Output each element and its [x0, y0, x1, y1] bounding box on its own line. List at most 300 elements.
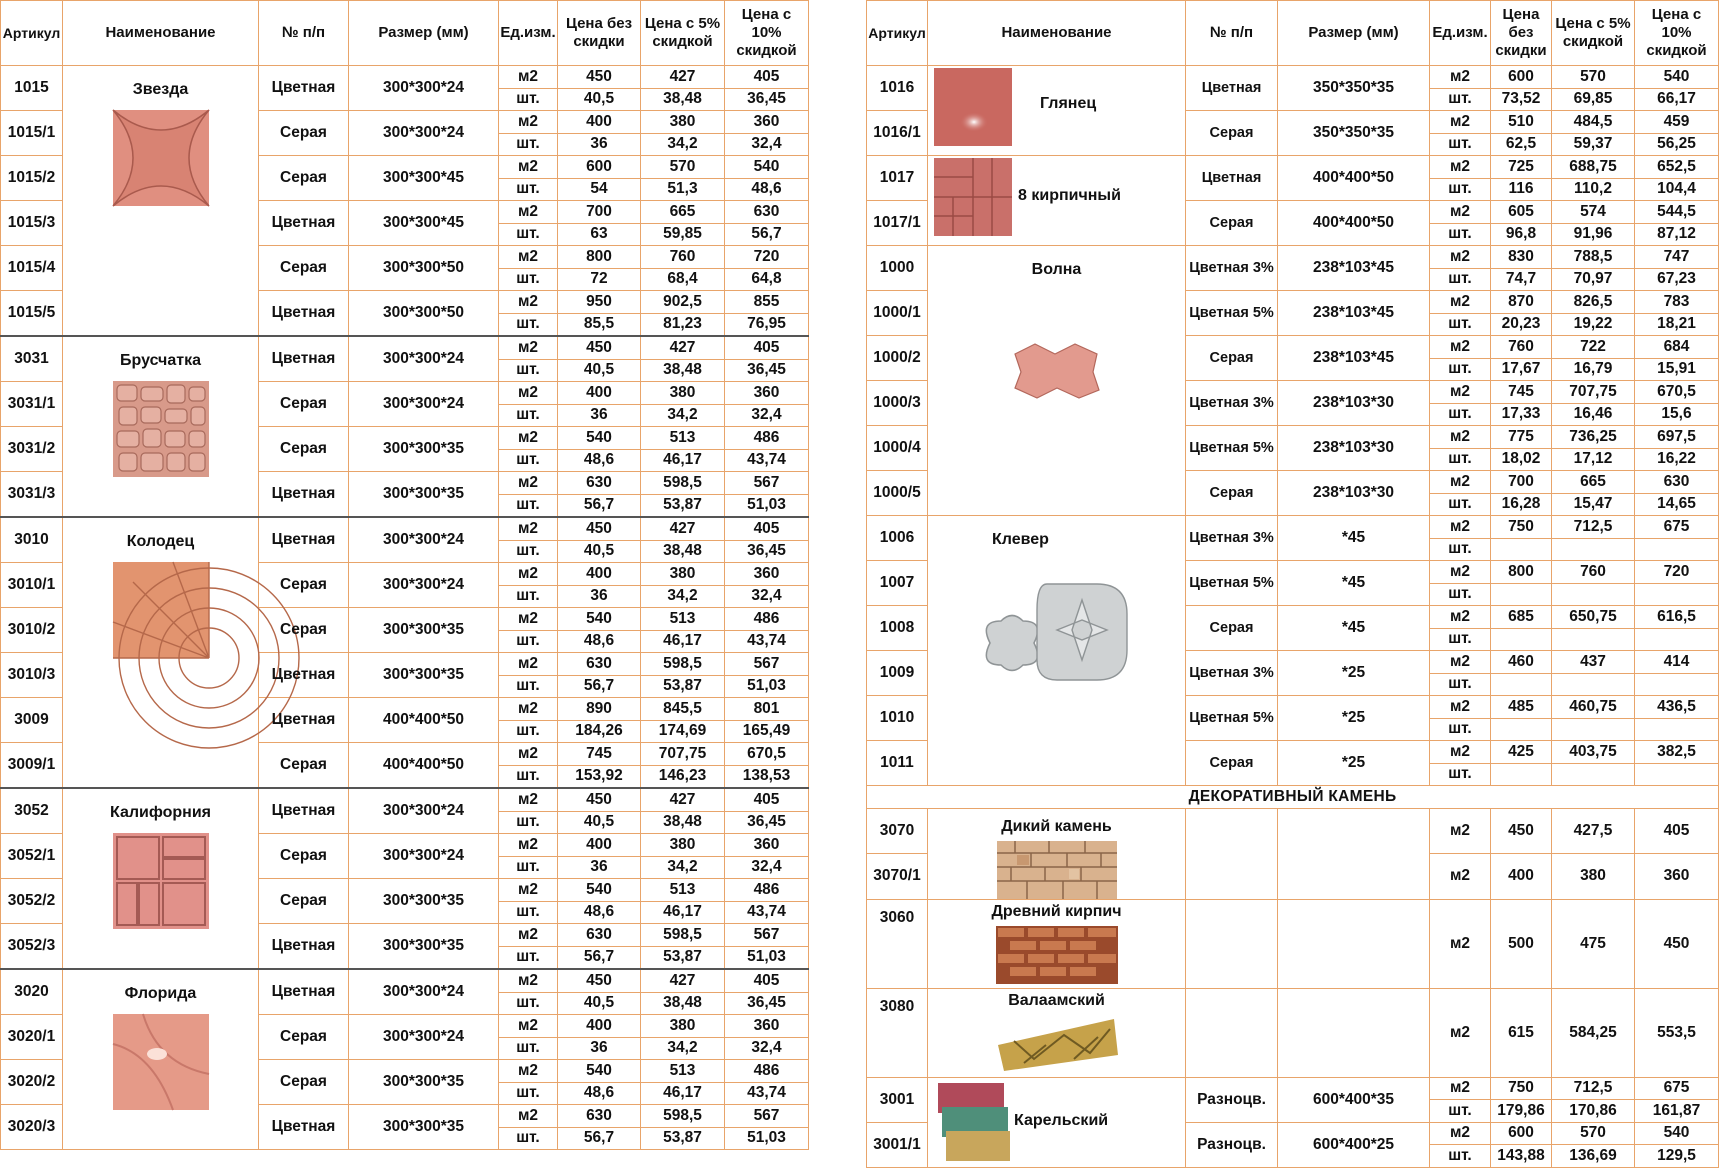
unit-cell: шт. — [499, 268, 558, 291]
size-cell: 300*300*24 — [349, 969, 499, 1015]
price0-cell — [1491, 718, 1552, 741]
price10-cell — [1635, 628, 1719, 651]
price5-cell — [1552, 673, 1635, 696]
price10-cell: 138,53 — [725, 765, 809, 788]
product-cell — [928, 246, 1186, 516]
size-cell: 238*103*45 — [1278, 291, 1430, 336]
price10-cell: 540 — [1635, 66, 1719, 89]
price10-cell: 43,74 — [725, 449, 809, 472]
sku-cell: 1016 — [867, 66, 928, 111]
price5-cell: 902,5 — [641, 291, 725, 314]
unit-cell: шт. — [499, 1037, 558, 1060]
size-cell: 300*300*24 — [349, 563, 499, 608]
color-cell: Серая — [259, 743, 349, 789]
price5-cell: 427 — [641, 66, 725, 89]
color-cell: Цветная 5% — [1186, 426, 1278, 471]
price0-cell: 36 — [558, 856, 641, 879]
table-row — [1, 66, 809, 89]
price0-cell: 48,6 — [558, 901, 641, 924]
sku-cell: 3009/1 — [1, 743, 63, 789]
unit-cell: м2 — [499, 1015, 558, 1038]
price5-cell: 34,2 — [641, 133, 725, 156]
price10-cell: 64,8 — [725, 268, 809, 291]
price0-cell: 870 — [1491, 291, 1552, 314]
price0-cell: 615 — [1491, 988, 1552, 1077]
sku-cell: 3031/1 — [1, 382, 63, 427]
price5-cell: 427 — [641, 517, 725, 540]
price5-cell: 598,5 — [641, 924, 725, 947]
sku-cell: 1015/2 — [1, 156, 63, 201]
price5-cell: 475 — [1552, 899, 1635, 988]
sku-cell: 1016/1 — [867, 111, 928, 156]
price5-cell: 707,75 — [1552, 381, 1635, 404]
price0-cell: 775 — [1491, 426, 1552, 449]
unit-cell: шт. — [1430, 493, 1491, 516]
unit-cell: м2 — [1430, 988, 1491, 1077]
header-size: Размер (мм) — [349, 1, 499, 66]
price0-cell: 450 — [558, 517, 641, 540]
price10-cell: 459 — [1635, 111, 1719, 134]
price10-cell: 783 — [1635, 291, 1719, 314]
unit-cell: м2 — [499, 788, 558, 811]
unit-cell: м2 — [1430, 516, 1491, 539]
color-cell: Цветная 3% — [1186, 651, 1278, 696]
size-cell: 300*300*24 — [349, 66, 499, 111]
sku-cell: 1000 — [867, 246, 928, 291]
unit-cell: м2 — [499, 1105, 558, 1128]
size-cell: 300*300*45 — [349, 201, 499, 246]
price0-cell: 600 — [558, 156, 641, 179]
price10-cell: 14,65 — [1635, 493, 1719, 516]
price5-cell: 34,2 — [641, 856, 725, 879]
price0-cell: 750 — [1491, 516, 1552, 539]
price0-cell: 700 — [558, 201, 641, 224]
price0-cell — [1491, 583, 1552, 606]
unit-cell: шт. — [499, 404, 558, 427]
color-cell: Серая — [1186, 606, 1278, 651]
price10-cell: 51,03 — [725, 675, 809, 698]
color-cell: Цветная 3% — [1186, 516, 1278, 561]
unit-cell: шт. — [1430, 628, 1491, 651]
price5-cell: 146,23 — [641, 765, 725, 788]
color-cell: Цветная — [259, 517, 349, 563]
size-cell: 300*300*35 — [349, 427, 499, 472]
unit-cell: м2 — [1430, 1077, 1491, 1100]
table-row — [867, 156, 1719, 179]
price0-cell: 179,86 — [1491, 1100, 1552, 1123]
price10-cell: 405 — [725, 788, 809, 811]
sku-cell: 3052/3 — [1, 924, 63, 970]
header-row — [867, 1, 1719, 66]
unit-cell: м2 — [499, 698, 558, 721]
price0-cell: 760 — [1491, 336, 1552, 359]
price10-cell: 36,45 — [725, 359, 809, 382]
sku-cell: 1000/3 — [867, 381, 928, 426]
color-cell: Цветная — [259, 336, 349, 382]
sku-cell: 3052/2 — [1, 879, 63, 924]
unit-cell: шт. — [499, 494, 558, 517]
size-cell: 300*300*45 — [349, 156, 499, 201]
unit-cell: м2 — [499, 66, 558, 89]
table-row — [867, 516, 1719, 539]
color-cell: Серая — [1186, 111, 1278, 156]
unit-cell: м2 — [1430, 156, 1491, 179]
price0-cell: 600 — [1491, 1122, 1552, 1145]
unit-cell: м2 — [1430, 291, 1491, 314]
color-cell: Серая — [1186, 201, 1278, 246]
unit-cell: шт. — [499, 856, 558, 879]
color-cell: Серая — [259, 834, 349, 879]
price0-cell: 460 — [1491, 651, 1552, 674]
price10-cell: 553,5 — [1635, 988, 1719, 1077]
price5-cell: 380 — [641, 111, 725, 134]
price10-cell: 405 — [725, 336, 809, 359]
size-cell: 300*300*35 — [349, 472, 499, 518]
price10-cell — [1635, 673, 1719, 696]
unit-cell: шт. — [499, 449, 558, 472]
color-cell: Серая — [259, 879, 349, 924]
price10-cell: 405 — [725, 517, 809, 540]
price10-cell: 697,5 — [1635, 426, 1719, 449]
size-cell: 300*300*35 — [349, 1060, 499, 1105]
florida-tile-image — [113, 1014, 209, 1110]
price10-cell: 405 — [725, 66, 809, 89]
size-cell: 300*300*24 — [349, 1015, 499, 1060]
unit-cell: м2 — [1430, 741, 1491, 764]
size-cell: 300*300*24 — [349, 382, 499, 427]
size-cell: *25 — [1278, 651, 1430, 696]
unit-cell: м2 — [499, 472, 558, 495]
price5-cell: 380 — [1552, 854, 1635, 900]
unit-cell: м2 — [499, 834, 558, 857]
header-price5: Цена с 5% скидкой — [1552, 1, 1635, 66]
price5-cell: 826,5 — [1552, 291, 1635, 314]
sku-cell: 1017 — [867, 156, 928, 201]
number-cell: Разноцв. — [1186, 1122, 1278, 1167]
sku-cell: 1000/2 — [867, 336, 928, 381]
product-cell — [928, 899, 1186, 988]
price10-cell: 486 — [725, 879, 809, 902]
price0-cell: 36 — [558, 585, 641, 608]
price0-cell: 40,5 — [558, 992, 641, 1015]
color-cell: Серая — [259, 608, 349, 653]
product-cell — [63, 517, 259, 788]
unit-cell: шт. — [499, 765, 558, 788]
price5-cell: 712,5 — [1552, 1077, 1635, 1100]
color-cell: Серая — [259, 111, 349, 156]
price5-cell: 584,25 — [1552, 988, 1635, 1077]
price0-cell: 16,28 — [1491, 493, 1552, 516]
price5-cell: 460,75 — [1552, 696, 1635, 719]
color-cell: Цветная — [259, 472, 349, 518]
header-article: Артикул — [1, 1, 63, 66]
price-table-left — [0, 0, 809, 1150]
price10-cell: 360 — [725, 834, 809, 857]
product-cell — [63, 336, 259, 517]
header-number: № п/п — [259, 1, 349, 66]
price0-cell: 184,26 — [558, 720, 641, 743]
price10-cell: 16,22 — [1635, 448, 1719, 471]
cobblestone-tile-image — [113, 381, 209, 477]
sku-cell: 1011 — [867, 741, 928, 786]
size-cell: 300*300*24 — [349, 834, 499, 879]
sku-cell: 1017/1 — [867, 201, 928, 246]
price5-cell: 574 — [1552, 201, 1635, 224]
size-cell: 238*103*30 — [1278, 426, 1430, 471]
size-cell: 238*103*45 — [1278, 336, 1430, 381]
price0-cell: 400 — [558, 111, 641, 134]
color-cell: Цветная — [259, 788, 349, 834]
price10-cell: 486 — [725, 608, 809, 631]
unit-cell: м2 — [1430, 1122, 1491, 1145]
unit-cell: м2 — [1430, 854, 1491, 900]
price0-cell: 725 — [1491, 156, 1552, 179]
table-row — [867, 66, 1719, 89]
table-row — [867, 808, 1719, 854]
sku-cell: 1000/5 — [867, 471, 928, 516]
price10-cell: 801 — [725, 698, 809, 721]
unit-cell: шт. — [499, 946, 558, 969]
sku-cell: 3070/1 — [867, 854, 928, 900]
unit-cell: шт. — [1430, 403, 1491, 426]
price0-cell: 540 — [558, 1060, 641, 1083]
size-cell: 300*300*35 — [349, 653, 499, 698]
price10-cell: 630 — [725, 201, 809, 224]
color-cell: Серая — [259, 563, 349, 608]
price5-cell: 174,69 — [641, 720, 725, 743]
unit-cell: м2 — [1430, 471, 1491, 494]
price0-cell: 630 — [558, 1105, 641, 1128]
price5-cell: 427 — [641, 969, 725, 992]
unit-cell: шт. — [1430, 718, 1491, 741]
price10-cell: 720 — [1635, 561, 1719, 584]
price10-cell: 544,5 — [1635, 201, 1719, 224]
unit-cell: м2 — [1430, 808, 1491, 854]
color-cell: Цветная — [259, 66, 349, 111]
price5-cell: 427 — [641, 788, 725, 811]
unit-cell: м2 — [499, 608, 558, 631]
price10-cell: 684 — [1635, 336, 1719, 359]
price5-cell: 59,85 — [641, 223, 725, 246]
sku-cell: 3060 — [867, 899, 928, 988]
unit-cell: шт. — [499, 720, 558, 743]
size-cell: 400*400*50 — [1278, 201, 1430, 246]
sku-cell: 1000/1 — [867, 291, 928, 336]
sku-cell: 1006 — [867, 516, 928, 561]
unit-cell: м2 — [499, 879, 558, 902]
price0-cell: 40,5 — [558, 359, 641, 382]
unit-cell: м2 — [1430, 696, 1491, 719]
color-cell: Серая — [259, 427, 349, 472]
sku-cell: 3070 — [867, 808, 928, 854]
price5-cell — [1552, 718, 1635, 741]
karelian-stone-image — [936, 1081, 1012, 1163]
price10-cell — [1635, 718, 1719, 741]
price10-cell: 382,5 — [1635, 741, 1719, 764]
unit-cell: м2 — [499, 563, 558, 586]
price10-cell: 405 — [1635, 808, 1719, 854]
product-name: Валаамский — [1008, 991, 1105, 1009]
price5-cell: 760 — [1552, 561, 1635, 584]
price0-cell: 750 — [1491, 1077, 1552, 1100]
price0-cell: 685 — [1491, 606, 1552, 629]
color-cell: Серая — [259, 156, 349, 201]
size-cell — [1278, 988, 1430, 1077]
price0-cell: 540 — [558, 879, 641, 902]
price0-cell — [1491, 673, 1552, 696]
unit-cell: шт. — [1430, 538, 1491, 561]
ancient-brick-image — [996, 926, 1118, 984]
header-size: Размер (мм) — [1278, 1, 1430, 66]
size-cell: 350*350*35 — [1278, 111, 1430, 156]
header-price10: Цена с 10% скидкой — [725, 1, 809, 66]
sku-cell: 3031/2 — [1, 427, 63, 472]
header-price10: Цена с 10% скидкой — [1635, 1, 1719, 66]
price10-cell — [1635, 538, 1719, 561]
sku-cell: 1015/1 — [1, 111, 63, 156]
price0-cell: 605 — [1491, 201, 1552, 224]
price10-cell: 720 — [725, 246, 809, 269]
price0-cell: 630 — [558, 924, 641, 947]
product-name: Карельский — [1014, 1112, 1109, 1129]
sku-cell: 3080 — [867, 988, 928, 1077]
price0-cell: 72 — [558, 268, 641, 291]
price0-cell: 450 — [558, 336, 641, 359]
size-cell: *45 — [1278, 561, 1430, 606]
price10-cell: 540 — [1635, 1122, 1719, 1145]
price0-cell: 62,5 — [1491, 133, 1552, 156]
color-cell: Цветная — [259, 698, 349, 743]
sku-cell: 3031 — [1, 336, 63, 382]
product-name: Глянец — [1040, 95, 1097, 112]
well-tile-image — [113, 562, 209, 658]
price10-cell: 32,4 — [725, 404, 809, 427]
unit-cell: шт. — [1430, 313, 1491, 336]
price10-cell: 48,6 — [725, 178, 809, 201]
price5-cell: 484,5 — [1552, 111, 1635, 134]
price5-cell: 712,5 — [1552, 516, 1635, 539]
price0-cell: 96,8 — [1491, 223, 1552, 246]
price10-cell: 567 — [725, 653, 809, 676]
product-name: Звезда — [132, 81, 189, 98]
table-row — [867, 246, 1719, 269]
price5-cell: 760 — [641, 246, 725, 269]
price0-cell: 56,7 — [558, 946, 641, 969]
unit-cell: м2 — [499, 969, 558, 992]
price0-cell: 54 — [558, 178, 641, 201]
price5-cell: 46,17 — [641, 630, 725, 653]
sku-cell: 1007 — [867, 561, 928, 606]
header-name: Наименование — [63, 1, 259, 66]
price0-cell: 400 — [558, 563, 641, 586]
table-row — [867, 1077, 1719, 1100]
clover-paver-image — [977, 580, 1137, 686]
sku-cell: 1010 — [867, 696, 928, 741]
color-cell: Серая — [259, 1015, 349, 1060]
unit-cell: шт. — [499, 811, 558, 834]
price0-cell: 73,52 — [1491, 88, 1552, 111]
size-cell: 300*300*24 — [349, 788, 499, 834]
price10-cell: 18,21 — [1635, 313, 1719, 336]
price0-cell: 48,6 — [558, 630, 641, 653]
size-cell: 300*300*24 — [349, 111, 499, 156]
price5-cell: 19,22 — [1552, 313, 1635, 336]
size-cell: 400*400*50 — [349, 698, 499, 743]
price5-cell: 16,79 — [1552, 358, 1635, 381]
price5-cell: 69,85 — [1552, 88, 1635, 111]
price5-cell: 53,87 — [641, 675, 725, 698]
gloss-tile-image — [934, 68, 1012, 146]
price10-cell: 51,03 — [725, 946, 809, 969]
price5-cell: 46,17 — [641, 449, 725, 472]
sku-cell: 1009 — [867, 651, 928, 696]
price0-cell: 700 — [1491, 471, 1552, 494]
product-name: Калифорния — [109, 804, 212, 821]
unit-cell: шт. — [1430, 448, 1491, 471]
price0-cell: 40,5 — [558, 540, 641, 563]
header-name: Наименование — [928, 1, 1186, 66]
product-cell — [63, 969, 259, 1150]
price0-cell — [1491, 628, 1552, 651]
price10-cell: 670,5 — [1635, 381, 1719, 404]
price10-cell: 414 — [1635, 651, 1719, 674]
size-cell — [1278, 808, 1430, 899]
unit-cell: шт. — [1430, 673, 1491, 696]
color-cell: Цветная — [259, 924, 349, 970]
price10-cell: 630 — [1635, 471, 1719, 494]
unit-cell: шт. — [499, 675, 558, 698]
price5-cell: 513 — [641, 1060, 725, 1083]
price0-cell — [1491, 763, 1552, 786]
price5-cell: 570 — [641, 156, 725, 179]
header-unit: Ед.изм. — [1430, 1, 1491, 66]
price5-cell: 513 — [641, 608, 725, 631]
price0-cell: 630 — [558, 472, 641, 495]
price10-cell: 36,45 — [725, 540, 809, 563]
price10-cell: 161,87 — [1635, 1100, 1719, 1123]
sku-cell: 3001 — [867, 1077, 928, 1122]
sku-cell: 3020/2 — [1, 1060, 63, 1105]
price5-cell: 570 — [1552, 1122, 1635, 1145]
price5-cell: 513 — [641, 427, 725, 450]
color-cell: Цветная — [259, 653, 349, 698]
price10-cell: 360 — [725, 563, 809, 586]
table-row — [1, 517, 809, 540]
size-cell: 300*300*35 — [349, 924, 499, 970]
sku-cell: 3001/1 — [867, 1122, 928, 1167]
product-name: 8 кирпичный — [1018, 187, 1121, 204]
wave-paver-image — [1007, 336, 1107, 406]
price0-cell: 56,7 — [558, 494, 641, 517]
price10-cell: 36,45 — [725, 88, 809, 111]
price10-cell: 675 — [1635, 516, 1719, 539]
table-row — [1, 336, 809, 359]
price5-cell: 91,96 — [1552, 223, 1635, 246]
price10-cell: 747 — [1635, 246, 1719, 269]
price0-cell: 153,92 — [558, 765, 641, 788]
price0-cell: 500 — [1491, 899, 1552, 988]
price0-cell: 450 — [558, 969, 641, 992]
price0-cell: 18,02 — [1491, 448, 1552, 471]
price0-cell: 745 — [1491, 381, 1552, 404]
price5-cell: 380 — [641, 834, 725, 857]
price5-cell: 38,48 — [641, 88, 725, 111]
unit-cell: м2 — [1430, 651, 1491, 674]
color-cell: Серая — [1186, 471, 1278, 516]
unit-cell: м2 — [1430, 561, 1491, 584]
color-cell: Серая — [259, 246, 349, 291]
size-cell: *25 — [1278, 696, 1430, 741]
